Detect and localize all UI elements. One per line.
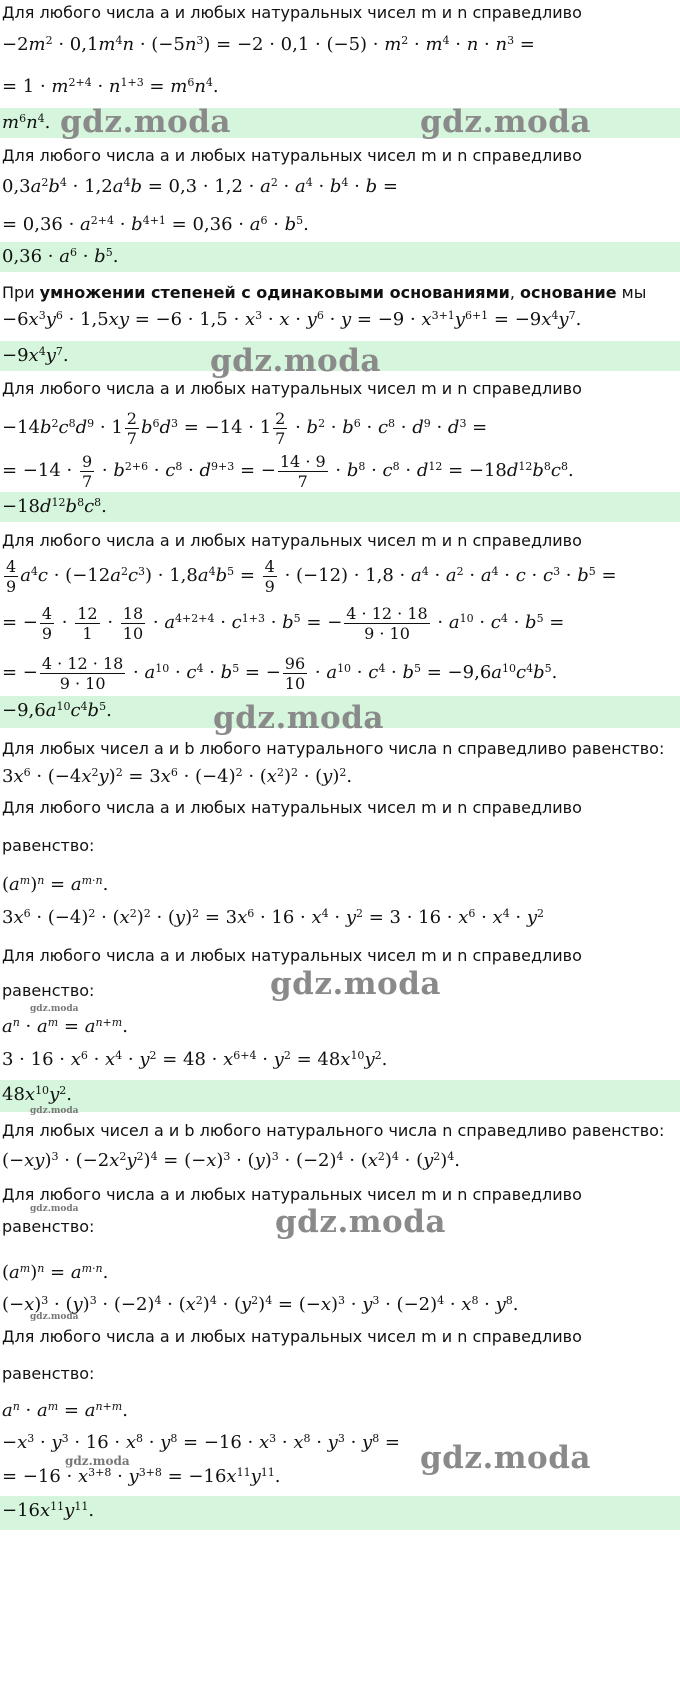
math-line: $\frac{4}{9}$ $a^4c \cdot (-12a^2c^3) \cdot 1,8a^4b^5$ = $\frac{4}{9}$ · $(-12) \cdot 1,8 \cdot a^4 \cdot a^2 \cdot a^4 \cdot c \cdot c^3 \cdot b^5$ =	[6, 556, 617, 596]
math-line: = − $\frac{4}{9}$ · $\frac{12}{1}$ · $\frac{18}{10}$ · $a^{4+2+4} \cdot c^{1+3} \cdot b^5$ = − $\frac{4 \cdot 12 \cdot 18}{9 \cdot 10}$ · $a^{10} \cdot c^4 \cdot b^5$ =	[2, 603, 565, 643]
answer-line: $-9x^4y^7$.	[0, 341, 680, 371]
rule-text: Для любых чисел a и b любого натурального числа n справедливо равенство:	[2, 1121, 665, 1140]
watermark: gdz.moda	[210, 343, 381, 379]
watermark-small: gdz.moda	[30, 1004, 79, 1014]
answer-line: $-9,6a^{10}c^4b^5$.	[0, 696, 680, 728]
math-line: $-x^3 \cdot y^3 \cdot 16 \cdot x^8 \cdot y^8 = -16 \cdot x^3 \cdot x^8 \cdot y^3 \cdot y^8$ =	[2, 1431, 400, 1453]
math-line: = $0,36 \cdot a^{2+4} \cdot b^{4+1} = 0,36 \cdot a^6 \cdot b^5$.	[2, 213, 309, 235]
math-line: $-2m^2 \cdot 0,1m^4n \cdot (-5n^3) = -2 \cdot 0,1 \cdot (-5) \cdot m^2 \cdot m^4 \cdot n \cdot n^3$ =	[2, 33, 535, 55]
math-line: $(-x)^3 \cdot (y)^3 \cdot (-2)^4 \cdot (x^2)^4 \cdot (y^2)^4 = (-x)^3 \cdot y^3 \cdot (-2)^4 \cdot x^8 \cdot y^8$.	[2, 1293, 519, 1315]
rule-text: Для любого числа a и любых натуральных чисел m и n справедливо	[2, 1185, 582, 1204]
rule-text: Для любого числа a и любых натуральных чисел m и n справедливо	[2, 146, 582, 165]
math-line: $a^n \cdot a^m = a^{n+m}$.	[2, 1399, 128, 1421]
rule-text: Для любого числа a и любых натуральных чисел m и n справедливо	[2, 946, 582, 965]
math-line: = −14 · $\frac{9}{7}$ · $b^{2+6} \cdot c^8 \cdot d^{9+3}$ = − $\frac{14 \cdot 9}{7}$ · $b^8 \cdot c^8 \cdot d^{12} = -18d^{12}b^8c^8$.	[2, 451, 574, 491]
answer-line: $48x^{10}y^2$.	[0, 1080, 680, 1112]
watermark-small: gdz.moda	[30, 1312, 79, 1322]
rule-text: Для любого числа a и любых натуральных чисел m и n справедливо	[2, 1327, 582, 1346]
rule-text: Для любого числа a и любых натуральных чисел m и n справедливо	[2, 798, 582, 817]
rule-text: Для любых чисел a и b любого натурального числа n справедливо равенство:	[2, 739, 665, 758]
math-line: = $1 \cdot m^{2+4} \cdot n^{1+3} = m^6n^4$.	[2, 75, 219, 97]
math-line: $3x^6 \cdot (-4)^2 \cdot (x^2)^2 \cdot (y)^2 = 3x^6 \cdot 16 \cdot x^4 \cdot y^2 = 3 \cdot 16 \cdot x^6 \cdot x^4 \cdot y^2$	[2, 906, 545, 928]
watermark: gdz.moda	[420, 1440, 591, 1476]
rule-text: При умножении степеней с одинаковыми основаниями, основание мы	[2, 283, 647, 302]
watermark: gdz.moda	[420, 104, 591, 140]
watermark: gdz.moda	[213, 700, 384, 736]
math-line: $3 \cdot 16 \cdot x^6 \cdot x^4 \cdot y^2 = 48 \cdot x^{6+4} \cdot y^2 = 48x^{10}y^2$.	[2, 1048, 388, 1070]
math-line: $0,3a^2b^4 \cdot 1,2a^4b = 0,3 \cdot 1,2 \cdot a^2 \cdot a^4 \cdot b^4 \cdot b$ =	[2, 175, 398, 197]
watermark-small: gdz.moda	[30, 1106, 79, 1116]
equality-label: равенство:	[2, 836, 95, 855]
watermark: gdz.moda	[275, 1204, 446, 1240]
rule-text: Для любого числа a и любых натуральных чисел m и n справедливо	[2, 379, 582, 398]
equality-label: равенство:	[2, 981, 95, 1000]
answer-line: $-18d^{12}b^8c^8$.	[0, 492, 680, 522]
math-line: $(a^m)^n = a^{m\cdot n}$.	[2, 873, 109, 895]
rule-text: Для любого числа a и любых натуральных чисел m и n справедливо	[2, 3, 582, 22]
answer-line: $0,36 \cdot a^6 \cdot b^5$.	[0, 242, 680, 272]
math-line: = $-16 \cdot x^{3+8} \cdot y^{3+8} = -16x^{11}y^{11}$.	[2, 1465, 281, 1487]
math-line: $a^n \cdot a^m = a^{n+m}$.	[2, 1015, 128, 1037]
math-line: $-6x^3y^6 \cdot 1,5xy = -6 \cdot 1,5 \cdot x^3 \cdot x \cdot y^6 \cdot y = -9 \cdot x^{3+1}y^{6+1} = -9x^4y^7$.	[2, 308, 582, 330]
equality-label: равенство:	[2, 1364, 95, 1383]
watermark-small: gdz.moda	[30, 1204, 79, 1214]
answer-line: $m^6n^4$.	[0, 108, 680, 138]
rule-text: Для любого числа a и любых натуральных чисел m и n справедливо	[2, 531, 582, 550]
equality-label: равенство:	[2, 1217, 95, 1236]
math-line: $(a^m)^n = a^{m\cdot n}$.	[2, 1261, 109, 1283]
watermark: gdz.moda	[60, 104, 231, 140]
math-line: $-14b^2c^8d^9 \cdot 1$ $\frac{2}{7}$ $b^6d^3 = -14 \cdot 1$ $\frac{2}{7}$ · $b^2 \cdot b^6 \cdot c^8 \cdot d^9 \cdot d^3$ =	[2, 408, 488, 448]
math-line: $3x^6 \cdot (-4x^2y)^2 = 3x^6 \cdot (-4)^2 \cdot (x^2)^2 \cdot (y)^2$.	[2, 765, 353, 787]
answer-line: $-16x^{11}y^{11}$.	[0, 1496, 680, 1530]
watermark: gdz.moda	[270, 966, 441, 1002]
math-line: $(-xy)^3 \cdot (-2x^2y^2)^4 = (-x)^3 \cdot (y)^3 \cdot (-2)^4 \cdot (x^2)^4 \cdot (y^2)^4$.	[2, 1149, 461, 1171]
math-line: = − $\frac{4 \cdot 12 \cdot 18}{9 \cdot 10}$ · $a^{10} \cdot c^4 \cdot b^5$ = − $\frac{96}{10}$ · $a^{10} \cdot c^4 \cdot b^5 = -9,6a^{10}c^4b^5$.	[2, 653, 558, 693]
watermark-small: gdz.moda	[65, 1454, 130, 1468]
